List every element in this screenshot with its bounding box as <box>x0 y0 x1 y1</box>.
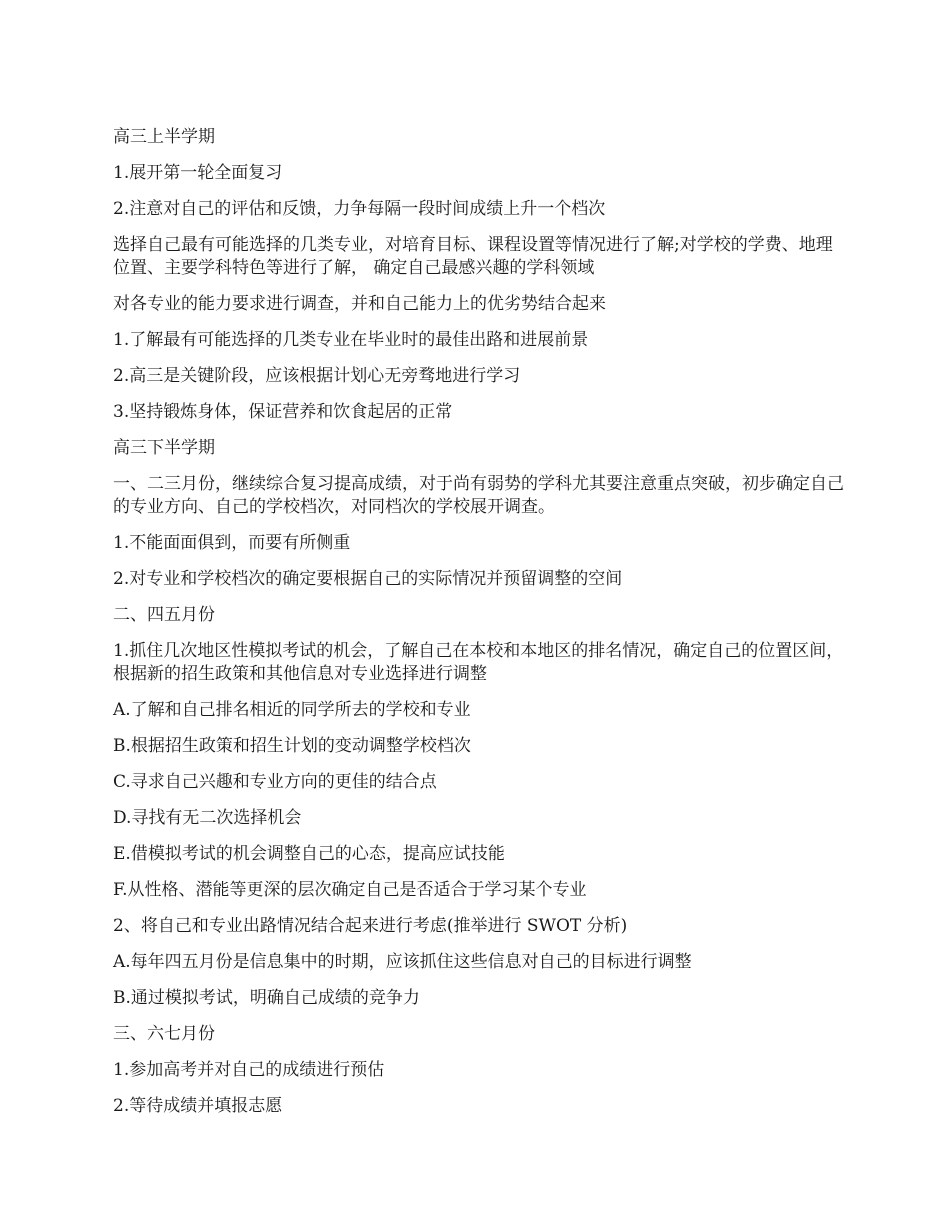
paragraph: 2.注意对自己的评估和反馈，力争每隔一段时间成绩上升一个档次 <box>113 199 606 219</box>
section-heading-first-semester: 高三上半学期 <box>113 127 215 147</box>
paragraph: 1.了解最有可能选择的几类专业在毕业时的最佳出路和进展前景 <box>113 330 589 350</box>
section-heading-second-semester: 高三下半学期 <box>113 438 215 458</box>
paragraph: 2.高三是关键阶段，应该根据计划心无旁骛地进行学习 <box>113 366 521 386</box>
paragraph: 3.坚持锻炼身体，保证营养和饮食起居的正常 <box>113 402 453 422</box>
paragraph: A.每年四五月份是信息集中的时期，应该抓住这些信息对自己的目标进行调整 <box>113 952 692 972</box>
paragraph: 一、二三月份，继续综合复习提高成绩，对于尚有弱势的学科尤其要注意重点突破，初步确定自己的专业方向、自己的学校档次，对同档次的学校展开调查。 <box>113 474 844 517</box>
paragraph: B.根据招生政策和招生计划的变动调整学校档次 <box>113 736 471 756</box>
section-heading-june-july: 三、六七月份 <box>113 1024 215 1044</box>
paragraph: B.通过模拟考试，明确自己成绩的竞争力 <box>113 988 420 1008</box>
paragraph: 1.参加高考并对自己的成绩进行预估 <box>113 1060 385 1080</box>
paragraph: 选择自己最有可能选择的几类专业，对培育目标、课程设置等情况进行了解;对学校的学费、地理位置、主要学科特色等进行了解， 确定自己最感兴趣的学科领域 <box>113 235 833 278</box>
paragraph: 对各专业的能力要求进行调查，并和自己能力上的优劣势结合起来 <box>113 294 606 314</box>
paragraph: 1.抓住几次地区性模拟考试的机会，了解自己在本校和本地区的排名情况，确定自己的位置区间，根据新的招生政策和其他信息对专业选择进行调整 <box>113 641 844 684</box>
paragraph: 2、将自己和专业出路情况结合起来进行考虑(推举进行 SWOT 分析) <box>113 916 628 936</box>
paragraph: A.了解和自己排名相近的同学所去的学校和专业 <box>113 700 471 720</box>
paragraph: 1.展开第一轮全面复习 <box>113 163 283 183</box>
paragraph: 2.对专业和学校档次的确定要根据自己的实际情况并预留调整的空间 <box>113 569 623 589</box>
paragraph: F.从性格、潜能等更深的层次确定自己是否适合于学习某个专业 <box>113 880 587 900</box>
paragraph: C.寻求自己兴趣和专业方向的更佳的结合点 <box>113 772 437 792</box>
paragraph: D.寻找有无二次选择机会 <box>113 808 302 828</box>
paragraph: 2.等待成绩并填报志愿 <box>113 1096 283 1116</box>
paragraph: 1.不能面面俱到，而要有所侧重 <box>113 533 351 553</box>
document-body <box>113 126 848 1131</box>
paragraph: E.借模拟考试的机会调整自己的心态，提高应试技能 <box>113 844 505 864</box>
section-heading-april-may: 二、四五月份 <box>113 605 215 625</box>
